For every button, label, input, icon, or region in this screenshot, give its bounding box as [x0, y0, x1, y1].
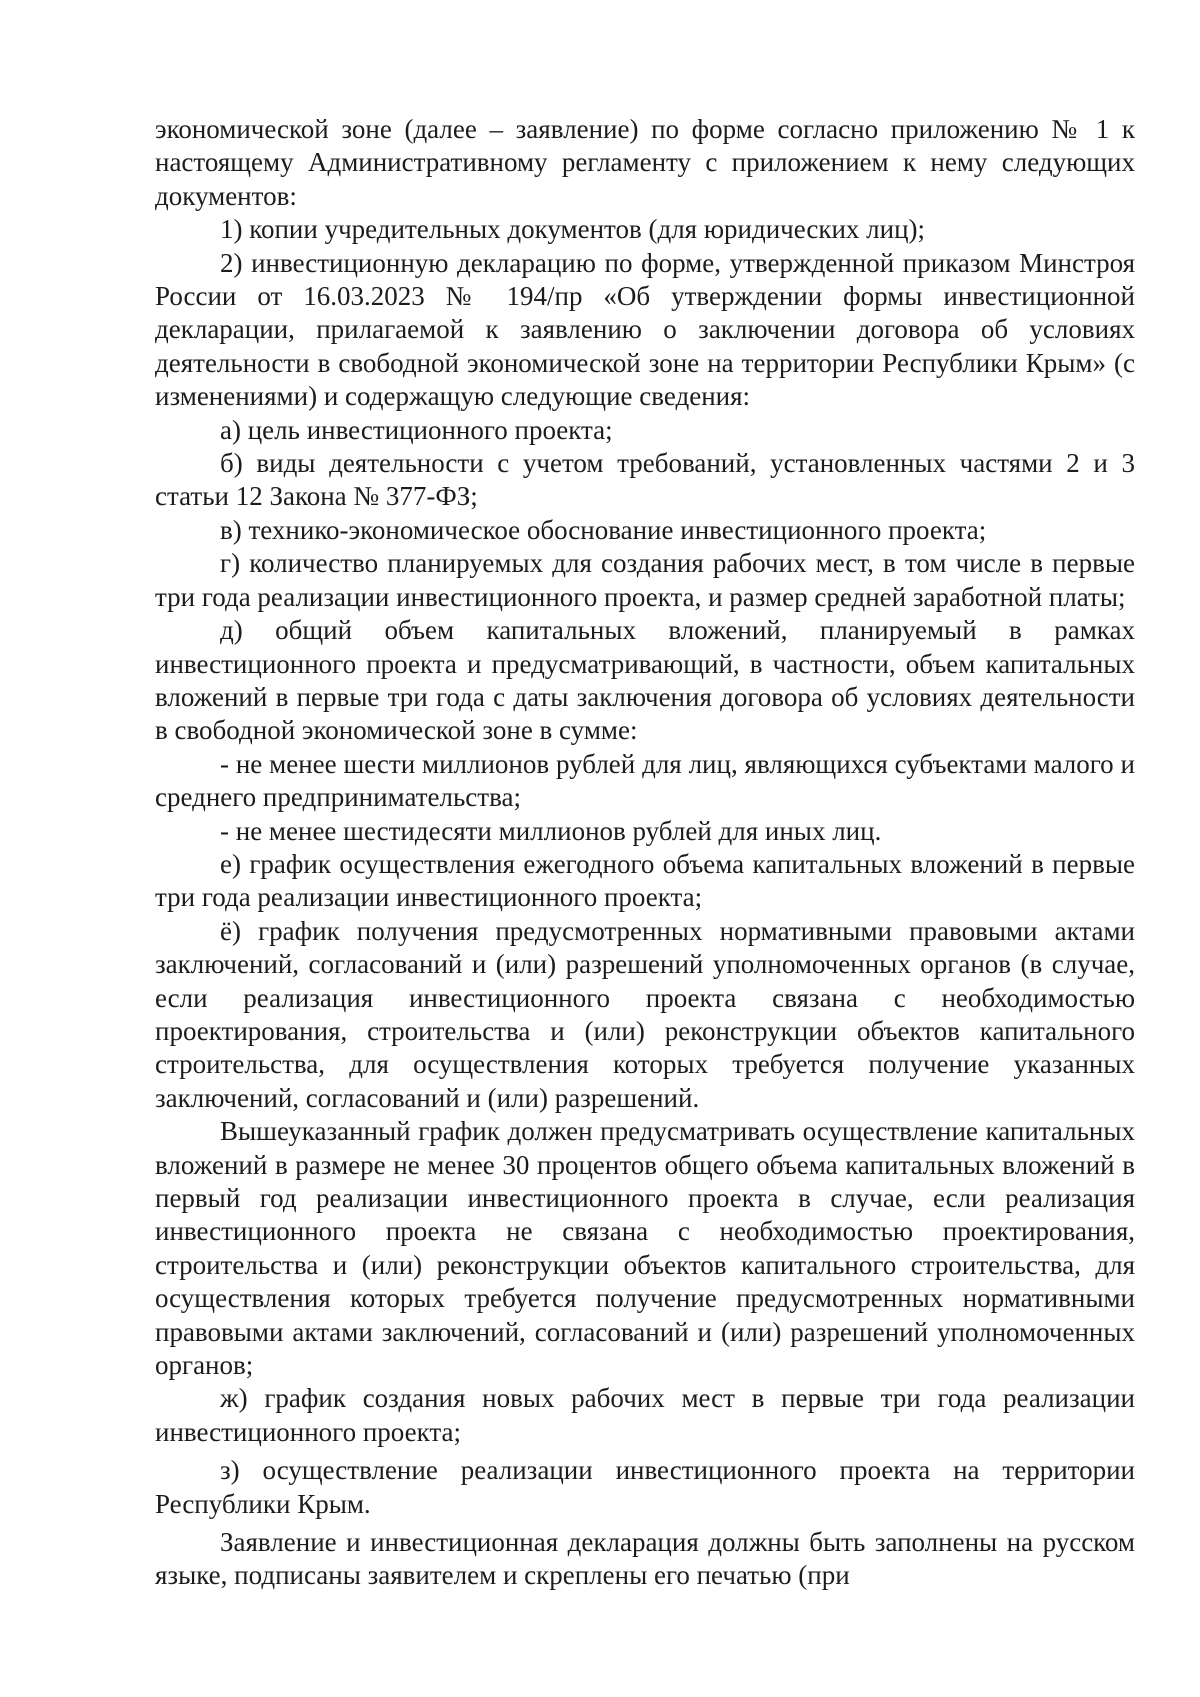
paragraph-p01: экономической зоне (далее – заявление) по форме согласно приложению № 1 к настоящему Административному регламенту с приложением к нему следующих документов: [155, 114, 1135, 211]
paragraph-p07: г) количество планируемых для создания рабочих мест, в том числе в первые три года реализации инвестиционного проекта, и размер средней заработной платы; [155, 548, 1135, 612]
paragraph-p10: - не менее шестидесяти миллионов рублей для иных лиц. [220, 815, 882, 846]
paragraph-p13: Вышеуказанный график должен предусматривать осуществление капитальных вложений в размере не менее 30 процентов общего объема капитальных вложений в первый год реализации инвестиционного проекта в случае, если реализация инвестиционного проекта не связана с необходимостью проектирования, строительства и (или) реконструкции объектов капитального строительства, для осуществления которых требуется получение предусмотренных нормативными правовыми актами заключений, согласований и (или) разрешений уполномоченных органов; [155, 1116, 1135, 1381]
paragraph-p09: - не менее шести миллионов рублей для лиц, являющихся субъектами малого и среднего предпринимательства; [155, 748, 1135, 813]
paragraph-p03: 2) инвестиционную декларацию по форме, утвержденной приказом Минстроя России от 16.03.2023 № 194/пр «Об утверждении формы инвестиционной декларации, прилагаемой к заявлению о заключении договора об условиях деятельности в свободной экономической зоне на территории Республики Крым» (с изменениями) и содержащую следующие сведения: [155, 247, 1135, 412]
paragraph-p14: ж) график создания новых рабочих мест в первые три года реализации инвестиционного проекта; [155, 1383, 1135, 1447]
paragraph-p02: 1) копии учредительных документов (для юридических лиц); [220, 214, 926, 245]
document-page [155, 113, 1135, 1593]
paragraph-p15: з) осуществление реализации инвестиционного проекта на территории Республики Крым. [155, 1455, 1135, 1519]
paragraph-p08: д) общий объем капитальных вложений, планируемый в рамках инвестиционного проекта и предусматривающий, в частности, объем капитальных вложений в первые три года с даты заключения договора об условиях деятельности в свободной экономической зоне в сумме: [155, 615, 1135, 746]
paragraph-p16: Заявление и инвестиционная декларация должны быть заполнены на русском языке, подписаны заявителем и скреплены его печатью (при [155, 1527, 1135, 1591]
paragraph-p06: в) технико-экономическое обоснование инвестиционного проекта; [220, 514, 987, 545]
paragraph-p05: б) виды деятельности с учетом требований, установленных частями 2 и 3 статьи 12 Закона № 377-ФЗ; [155, 448, 1135, 512]
paragraph-p04: а) цель инвестиционного проекта; [220, 414, 613, 445]
paragraph-p11: е) график осуществления ежегодного объема капитальных вложений в первые три года реализации инвестиционного проекта; [155, 848, 1135, 913]
paragraph-p12: ё) график получения предусмотренных нормативными правовыми актами заключений, согласований и (или) разрешений уполномоченных органов (в случае, если реализация инвестиционного проекта связана с необходимостью проектирования, строительства и (или) реконструкции объектов капитального строительства, для осуществления которых требуется получение указанных заключений, согласований и (или) разрешений. [155, 915, 1135, 1113]
